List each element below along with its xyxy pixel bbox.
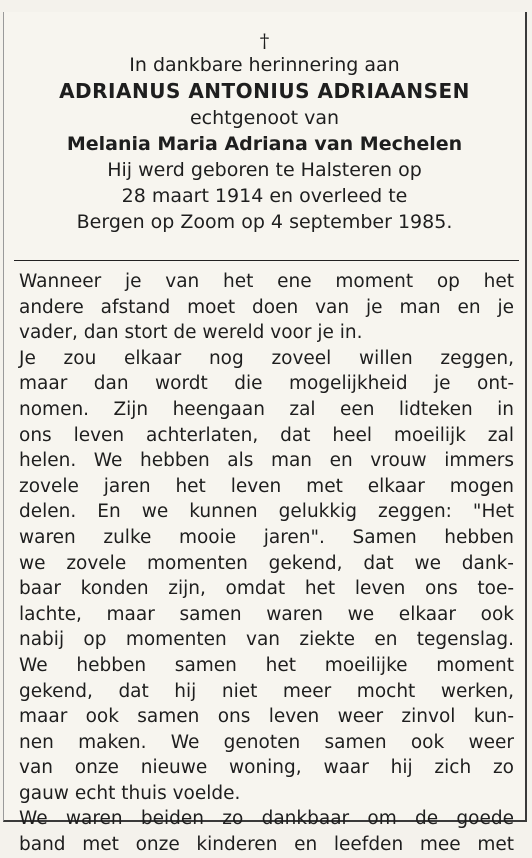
text-line: Wanneer je van het ene moment op het [19,271,514,292]
intro-line: In dankbare herinnering aan [129,54,400,76]
text-line: nomen. Zijn heengaan zal een lidteken in [19,398,514,420]
text-line: nabij op momenten van ziekte en tegenslag. [19,629,514,651]
text-line: andere afstand moet doen van je man en je [19,296,514,318]
memorial-card [3,12,527,856]
death-line: Bergen op Zoom op 4 september 1985. [76,211,453,233]
text-line: van onze nieuwe woning, waar hij zich zo [19,757,514,779]
text-line: lachte, maar samen waren we elkaar ook [19,603,514,625]
birth-line-2: 28 maart 1914 en overleed te [121,185,408,207]
text-line: gekend, dat hij niet meer mocht werken, [19,680,514,702]
spouse-name: Melania Maria Adriana van Mechelen [66,133,463,155]
text-line: maar dan wordt die mogelijkheid je ont- [19,373,514,395]
divider [14,260,519,261]
text-line: nen maken. We genoten samen ook weer [19,731,514,753]
relation-line: echtgenoot van [189,107,340,129]
text-line: band met onze kinderen en leefden mee met [19,834,514,856]
text-line: vader, dan stort de wereld voor je in. [19,322,363,344]
text-line: we zovele momenten gekend, dat we dank- [19,552,514,574]
text-line: waren zulke mooie jaren". Samen hebben [19,526,514,548]
deceased-name: ADRIANUS ANTONIUS ADRIAANSEN [59,79,470,103]
card-header [4,30,525,235]
text-line: gauw echt thuis voelde. [19,782,241,804]
birth-line-1: Hij werd geboren te Halsteren op [107,159,422,181]
text-line: baar konden zijn, omdat het leven ons toe- [19,578,514,600]
text-line: We waren beiden zo dankbaar om de goede [19,808,514,830]
text-line: We hebben samen het moeilijke moment [19,654,514,676]
cross-icon: † [259,30,270,52]
text-line: zovele jaren het leven met elkaar mogen [19,475,514,497]
text-line: Je zou elkaar nog zoveel willen zeggen, [19,347,514,369]
text-line: maar ook samen ons leven weer zinvol kun- [19,706,514,728]
text-line: ons leven achterlaten, dat heel moeilijk zal [19,424,514,446]
text-line: helen. We hebben als man en vrouw immers [19,450,514,472]
memorial-text [19,269,514,858]
text-line: delen. En we kunnen gelukkig zeggen: "Het [19,501,514,523]
